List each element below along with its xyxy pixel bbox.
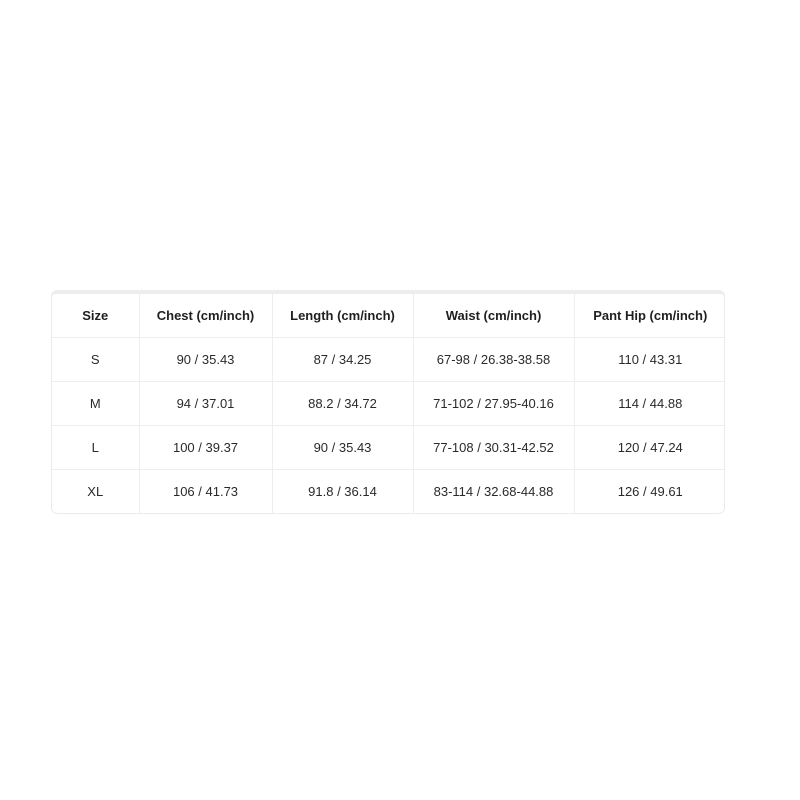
header-size: Size (52, 294, 139, 338)
cell-waist: 83-114 / 32.68-44.88 (413, 470, 574, 514)
size-chart (51, 290, 725, 514)
cell-size: M (52, 382, 139, 426)
cell-chest: 90 / 35.43 (139, 338, 272, 382)
cell-size: S (52, 338, 139, 382)
cell-length: 88.2 / 34.72 (272, 382, 413, 426)
table-row (52, 338, 725, 382)
table-row (52, 382, 725, 426)
cell-chest: 100 / 39.37 (139, 426, 272, 470)
header-length: Length (cm/inch) (272, 294, 413, 338)
table-row (52, 470, 725, 514)
cell-waist: 71-102 / 27.95-40.16 (413, 382, 574, 426)
cell-pant-hip: 120 / 47.24 (574, 426, 725, 470)
cell-waist: 67-98 / 26.38-38.58 (413, 338, 574, 382)
cell-pant-hip: 110 / 43.31 (574, 338, 725, 382)
cell-size: L (52, 426, 139, 470)
table-header-row (52, 294, 725, 338)
cell-chest: 94 / 37.01 (139, 382, 272, 426)
cell-length: 91.8 / 36.14 (272, 470, 413, 514)
cell-length: 87 / 34.25 (272, 338, 413, 382)
cell-size: XL (52, 470, 139, 514)
cell-pant-hip: 114 / 44.88 (574, 382, 725, 426)
header-pant-hip: Pant Hip (cm/inch) (574, 294, 725, 338)
table-row (52, 426, 725, 470)
size-chart-table (52, 294, 725, 513)
cell-chest: 106 / 41.73 (139, 470, 272, 514)
header-waist: Waist (cm/inch) (413, 294, 574, 338)
cell-waist: 77-108 / 30.31-42.52 (413, 426, 574, 470)
header-chest: Chest (cm/inch) (139, 294, 272, 338)
cell-pant-hip: 126 / 49.61 (617, 484, 683, 499)
cell-length: 90 / 35.43 (272, 426, 413, 470)
